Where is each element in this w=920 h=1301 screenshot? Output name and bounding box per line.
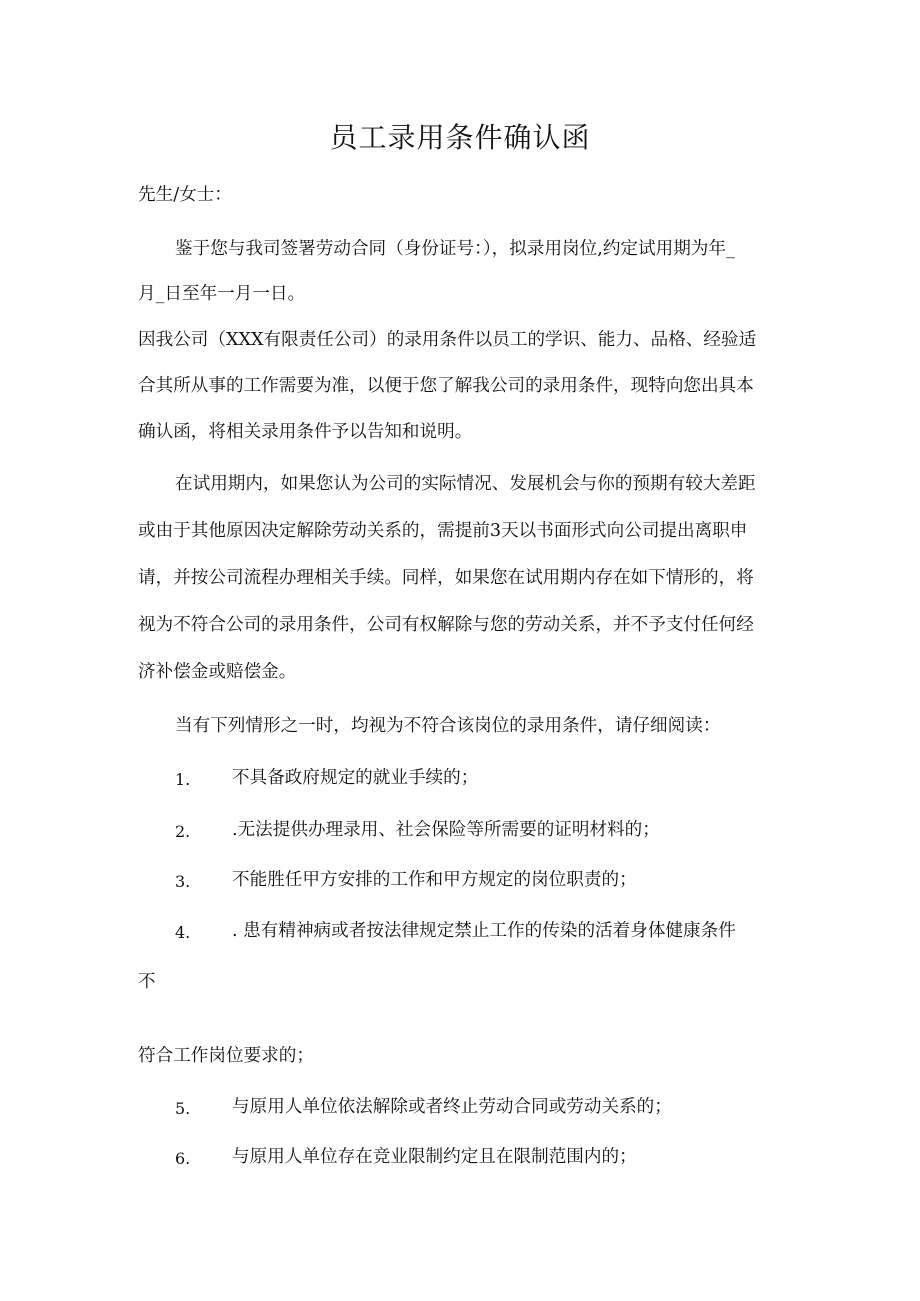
list-item-text: . 患有精神病或者按法律规定禁止工作的传染的活着身体健康条件: [232, 921, 736, 941]
list-item-text: 不能胜任甲方安排的工作和甲方规定的岗位职责的；: [232, 870, 637, 890]
list-item-text: 与原用人单位依法解除或者终止劳动合同或劳动关系的；: [232, 1097, 672, 1117]
list-item-number: 1.: [175, 770, 191, 789]
document-title: 员工录用条件确认函: [329, 121, 591, 154]
item4-continuation-1: 不: [138, 972, 156, 992]
para3-line1: 在试用期内，如果您认为公司的实际情况、发展机会与你的预期有较大差距: [175, 474, 756, 494]
para3-line2: 或由于其他原因决定解除劳动关系的，需提前3天以书面形式向公司提出离职申: [138, 521, 748, 541]
list-item-text: 不具备政府规定的就业手续的；: [232, 768, 479, 788]
salutation: 先生/女士：: [138, 185, 232, 205]
para2-line2: 合其所从事的工作需要为准，以便于您了解我公司的录用条件，现特向您出具本: [138, 376, 754, 396]
para3-line4: 视为不符合公司的录用条件，公司有权解除与您的劳动关系，并不予支付任何经: [138, 615, 754, 635]
para1-line1: 鉴于您与我司签署劳动合同（身份证号：），拟录用岗位,约定试用期为年_: [175, 239, 735, 259]
para2-line3: 确认函，将相关录用条件予以告知和说明。: [138, 422, 473, 442]
list-item-text: 与原用人单位存在竞业限制约定且在限制范围内的；: [232, 1147, 637, 1167]
list-item-number: 2.: [175, 822, 191, 841]
para4: 当有下列情形之一时，均视为不符合该岗位的录用条件，请仔细阅读：: [175, 716, 721, 736]
para3-line5: 济补偿金或赔偿金。: [138, 662, 297, 682]
list-item-number: 5.: [175, 1099, 191, 1118]
list-item-number: 3.: [175, 872, 191, 891]
para3-line3: 请，并按公司流程办理相关手续。同样，如果您在试用期内存在如下情形的，将: [138, 568, 754, 588]
item4-continuation-2: 符合工作岗位要求的；: [138, 1046, 314, 1066]
para2-line1: 因我公司（XXX有限责任公司）的录用条件以员工的学识、能力、品格、经验适: [138, 330, 757, 350]
list-item-number: 6.: [175, 1149, 191, 1168]
list-item-text: .无法提供办理录用、社会保险等所需要的证明材料的；: [232, 820, 660, 840]
para1-line2: 月_日至年一月一日。: [138, 284, 306, 304]
list-item-number: 4.: [175, 923, 191, 942]
